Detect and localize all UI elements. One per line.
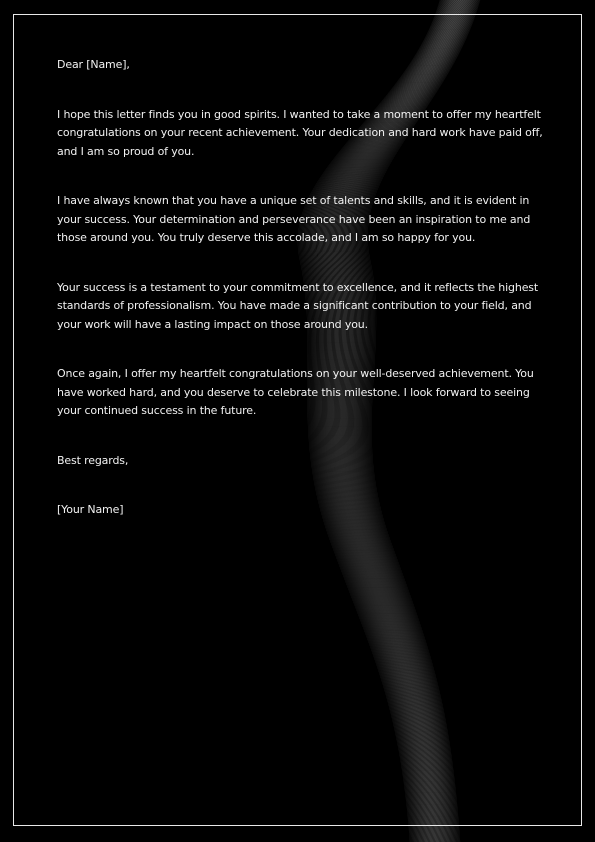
letter-paragraph-2: I have always known that you have a unique set of talents and skills, and it is evident in your success. Your determination and perseverance have been an inspiration to me and those around you. You truly deserve this accolade, and I am so happy for you. — [57, 194, 531, 244]
letter-signature: [Your Name] — [57, 503, 124, 516]
letter-greeting: Dear [Name], — [57, 58, 130, 71]
letter-closing: Best regards, — [57, 453, 129, 467]
letter-body — [57, 56, 543, 520]
letter-paragraph-3: Your success is a testament to your commitment to excellence, and it reflects the highest standards of professionalism. You have made a significant contribution to your field, and your work will have a lasting impact on those around you. — [57, 280, 539, 331]
letter-paragraph-4: Once again, I offer my heartfelt congratulations on your well-deserved achievement. You have worked hard, and you deserve to celebrate this milestone. I look forward to seeing your continued success in the future. — [57, 367, 534, 417]
letter-paragraph-1: I hope this letter finds you in good spirits. I wanted to take a moment to offer my heartfelt congratulations on your recent achievement. Your dedication and hard work have paid off, and I am so proud of you. — [57, 107, 543, 158]
